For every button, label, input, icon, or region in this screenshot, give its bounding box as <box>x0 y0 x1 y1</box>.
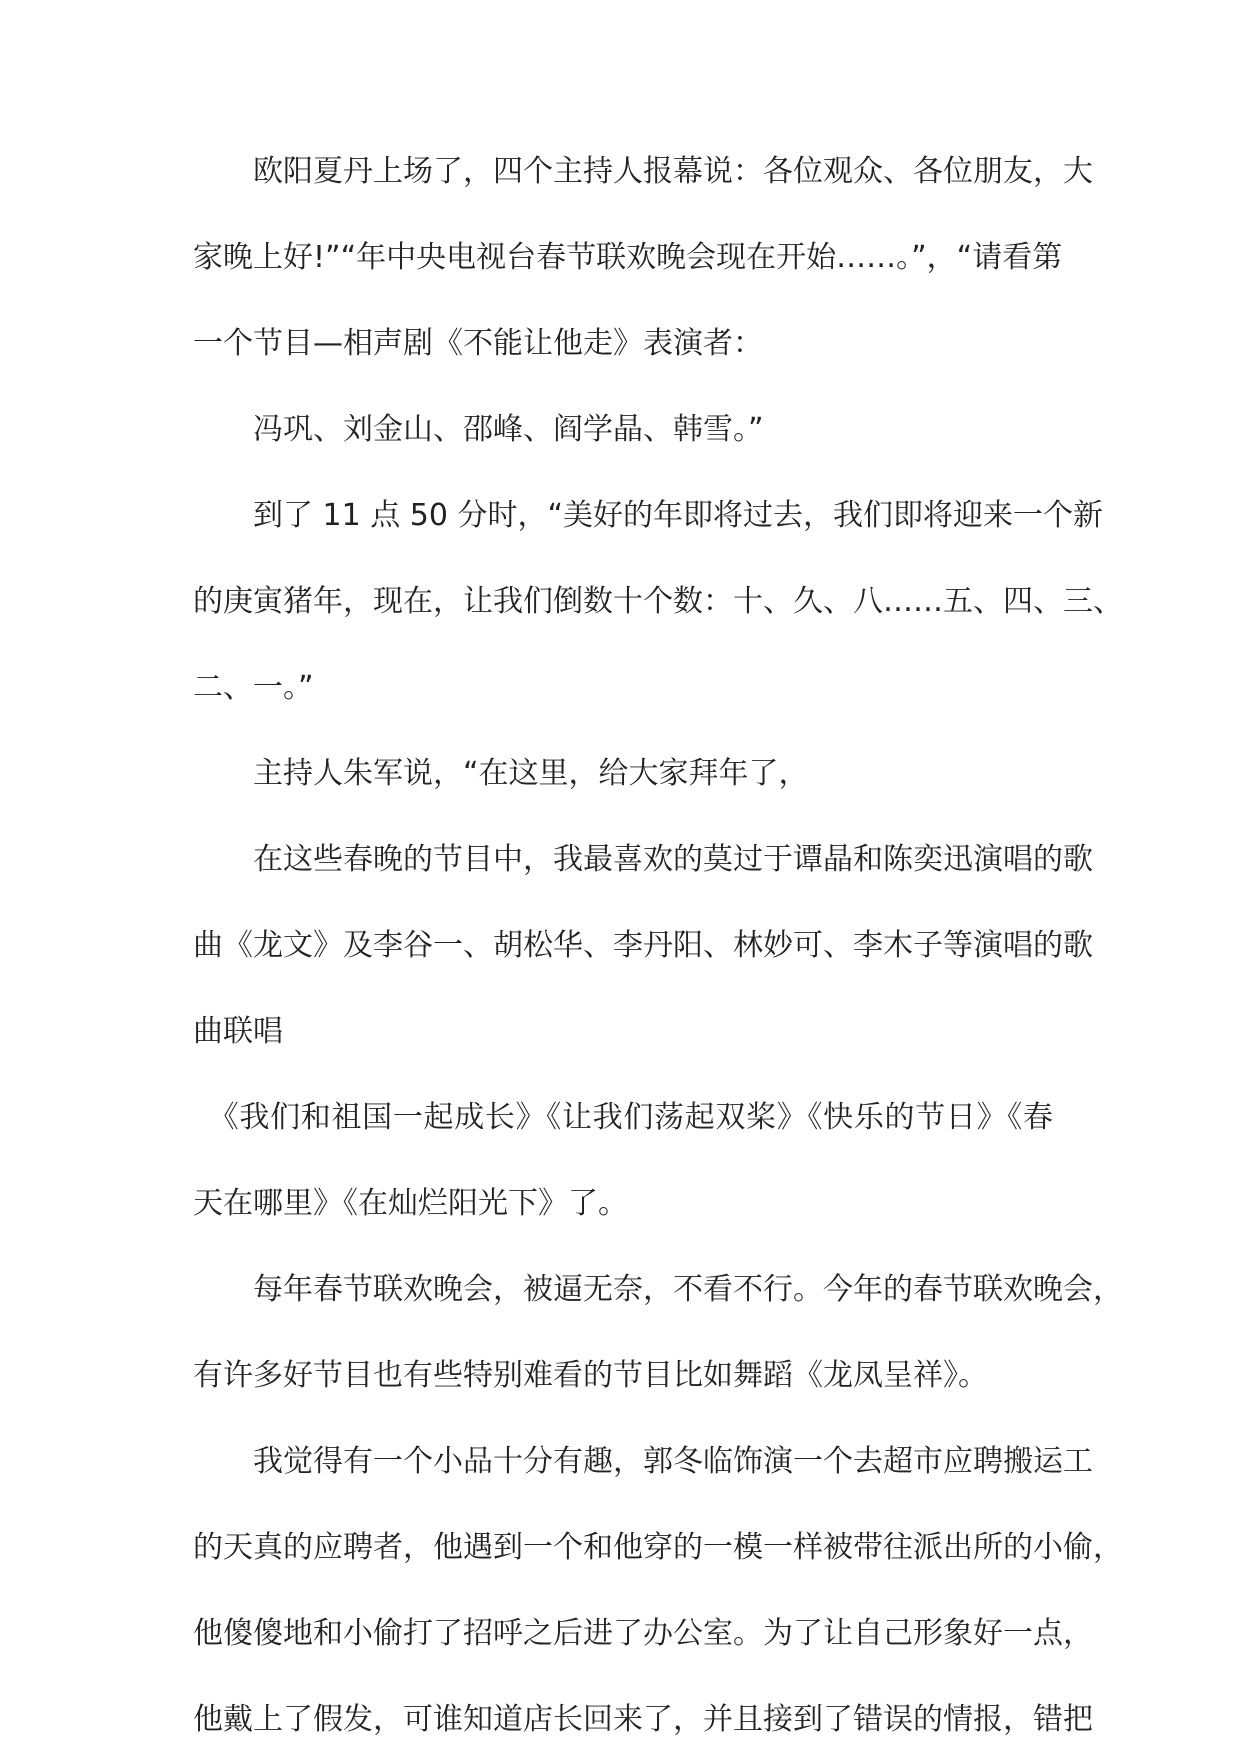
text-line: 每年春节联欢晚会，被逼无奈，不看不行。今年的春节联欢晚会， <box>193 1272 1123 1307</box>
text-line: 我觉得有一个小品十分有趣，郭冬临饰演一个去超市应聘搬运工 <box>193 1444 1093 1479</box>
text-line: 有许多好节目也有些特别难看的节目比如舞蹈《龙凤呈祥》。 <box>193 1358 988 1393</box>
text-line: 在这些春晚的节目中，我最喜欢的莫过于谭晶和陈奕迅演唱的歌 <box>193 842 1093 877</box>
text-line: 他戴上了假发，可谁知道店长回来了，并且接到了错误的情报，错把 <box>193 1702 1093 1737</box>
text-line: 曲《龙文》及李谷一、胡松华、李丹阳、林妙可、李木子等演唱的歌 <box>193 928 1093 963</box>
text-line: 欧阳夏丹上场了，四个主持人报幕说：各位观众、各位朋友，大 <box>193 154 1093 189</box>
text-line: 到了 11 点 50 分时，“美好的年即将过去，我们即将迎来一个新 <box>193 498 1104 533</box>
text-line: 他傻傻地和小偷打了招呼之后进了办公室。为了让自己形象好一点， <box>193 1616 1093 1651</box>
text-line: 一个节目—相声剧《不能让他走》表演者： <box>193 326 763 361</box>
text-line: 二、一。” <box>193 670 314 705</box>
text-line: 曲联唱 <box>193 1014 283 1049</box>
text-line: 的天真的应聘者，他遇到一个和他穿的一模一样被带往派出所的小偷， <box>193 1530 1123 1565</box>
text-line: 的庚寅猪年，现在，让我们倒数十个数：十、久、八……五、四、三、 <box>193 584 1123 619</box>
text-line: 主持人朱军说，“在这里，给大家拜年了， <box>193 756 809 791</box>
text-line: 《我们和祖国一起成长》《让我们荡起双桨》《快乐的节日》《春 <box>193 1100 1053 1135</box>
text-line: 家晚上好!”“年中央电视台春节联欢晚会现在开始……。”，“请看第 <box>193 240 1063 275</box>
text-line: 天在哪里》《在灿烂阳光下》了。 <box>193 1186 628 1221</box>
text-line: 冯巩、刘金山、邵峰、阎学晶、韩雪。” <box>193 412 764 447</box>
